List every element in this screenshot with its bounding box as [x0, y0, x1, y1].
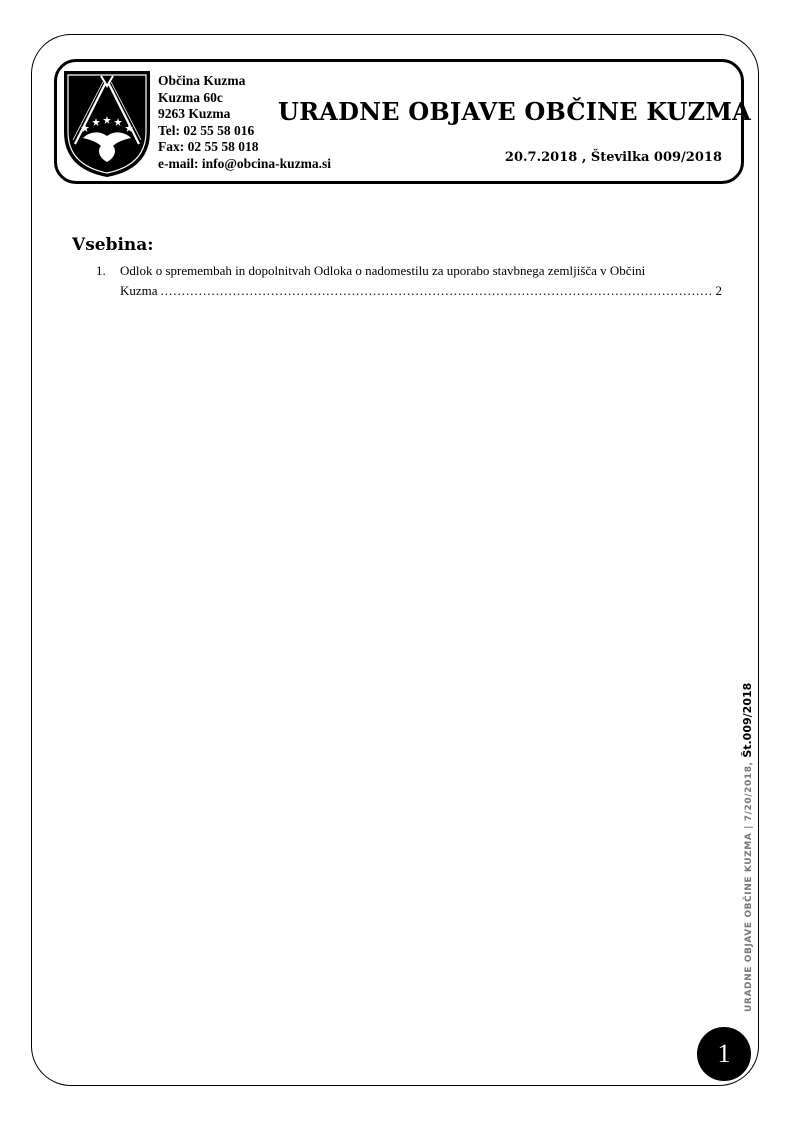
toc-leader-dots	[161, 281, 713, 301]
side-running-label	[741, 683, 754, 1012]
contact-line: Fax: 02 55 58 018	[158, 139, 259, 154]
contact-line: Tel: 02 55 58 016	[158, 122, 255, 138]
contact-line: 9263 Kuzma	[158, 106, 231, 121]
page-number-badge	[697, 1027, 751, 1081]
page-title: URADNE OBJAVE OBČINE KUZMA	[278, 97, 751, 126]
side-label-number: Št.009/2018	[741, 682, 754, 758]
contact-line: Kuzma 60c	[158, 89, 223, 105]
page-number: 1	[717, 1039, 731, 1068]
contact-email[interactable]: e-mail: info@obcina-kuzma.si	[158, 155, 332, 171]
toc-entry-title[interactable]: Odlok o spremembah in dopolnitvah Odloka o nadomestilu za uporabo stavbnega zemljišča v Občini	[120, 263, 646, 278]
contact-line: Občina Kuzma	[158, 73, 246, 88]
toc-entry-page[interactable]: 2	[715, 283, 722, 298]
toc-entry-title-cont[interactable]: Kuzma	[120, 283, 158, 298]
side-label-publication: URADNE OBJAVE OBČINE KUZMA | 7/20/2018,	[744, 757, 754, 1012]
page-frame	[31, 34, 759, 1086]
toc-heading: Vsebina:	[72, 235, 154, 255]
toc-entry-number: 1.	[96, 263, 106, 278]
issue-date-number: 20.7.2018 , Številka 009/2018	[504, 150, 722, 165]
coat-of-arms-icon	[63, 70, 151, 178]
